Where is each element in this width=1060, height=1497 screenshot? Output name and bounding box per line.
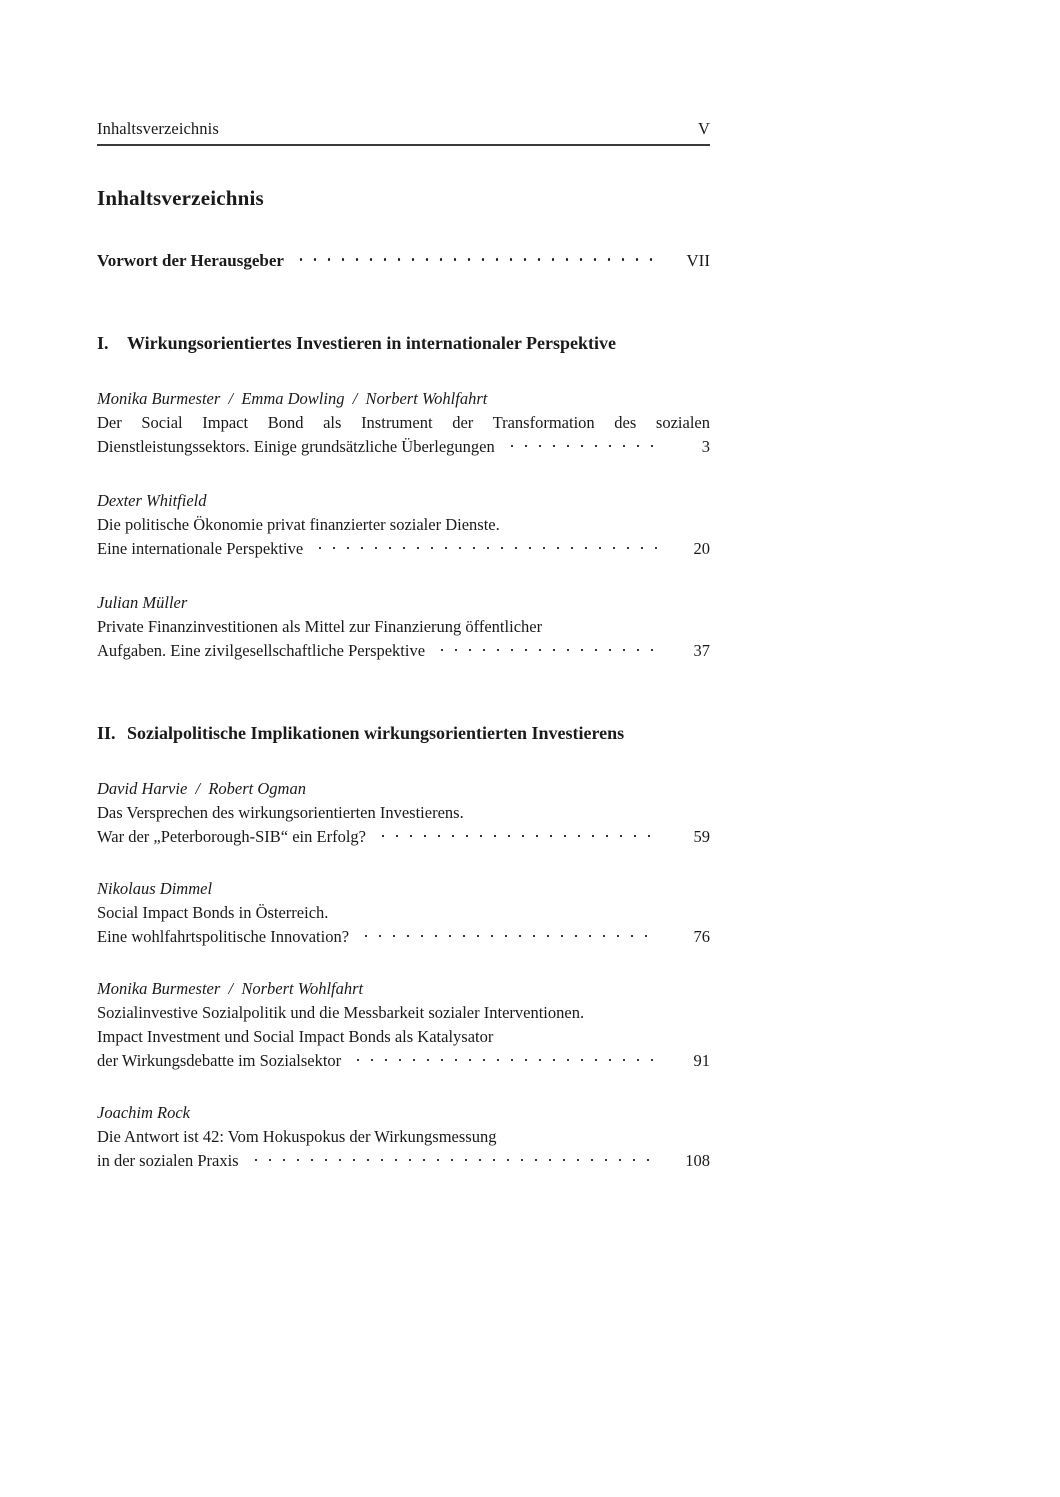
toc-item[interactable] [97,877,710,949]
dot-leader [351,1050,658,1067]
toc-item[interactable] [97,591,710,663]
item-page-number: 37 [693,641,710,660]
item-title-line: Private Finanzinvestitionen als Mittel zur Finanzierung öffentlicher [97,617,543,636]
item-title-line: War der „Peterborough-SIB“ ein Erfolg? [97,827,366,846]
item-title-last-line-row [97,435,710,459]
item-authors: Monika Burmester / Norbert Wohlfahrt [97,979,364,998]
item-authors: David Harvie / Robert Ogman [97,779,306,798]
foreword-page-number: VII [686,251,710,270]
item-title-line: Eine wohlfahrtspolitische Innovation? [97,927,350,946]
item-page-number: 3 [701,437,710,456]
page-title: Inhaltsverzeichnis [97,186,264,210]
dot-leader [435,640,658,657]
item-page-number: 76 [693,927,710,946]
dot-leader [294,249,658,266]
part-title-2: Sozialpolitische Implikationen wirkungsorientierten Investierens [127,723,625,743]
item-title-line: Dienstleistungssektors. Einige grundsätzliche Überlegungen [97,437,495,456]
item-title-line: Die politische Ökonomie privat finanzierter sozialer Dienste. [97,515,500,534]
item-title-last-line-row [97,825,710,849]
toc-item[interactable] [97,387,710,459]
item-title-last-line-row [97,537,710,561]
toc-item[interactable] [97,777,710,849]
item-title-last-line-row [97,639,710,663]
item-title-line: in der sozialen Praxis [97,1151,239,1170]
item-title-last-line-row [97,1049,710,1073]
dot-leader [359,926,658,943]
part-heading-1 [97,329,710,357]
running-head-page-number: V [697,119,710,138]
item-title-line: Sozialinvestive Sozialpolitik und die Messbarkeit sozialer Interventionen. [97,1003,585,1022]
header-divider [97,144,710,146]
part-heading-2 [97,719,710,747]
item-authors: Joachim Rock [97,1103,190,1122]
toc-item[interactable] [97,977,710,1073]
part-number-2: II. [97,723,116,743]
page-content [97,118,710,1173]
toc-item[interactable] [97,1101,710,1173]
item-authors: Julian Müller [97,593,188,612]
item-page-number: 20 [693,539,710,558]
item-authors: Dexter Whitfield [97,491,207,510]
part-number-1: I. [97,333,109,353]
item-title-line: der Wirkungsdebatte im Sozialsektor [97,1051,342,1070]
item-title-line: Die Antwort ist 42: Vom Hokuspokus der Wirkungsmessung [97,1127,497,1146]
dot-leader [249,1150,658,1167]
item-title-line: Eine internationale Perspektive [97,539,304,558]
dot-leader [376,826,658,843]
running-head [97,118,710,140]
item-title-last-line-row [97,925,710,949]
running-head-title: Inhaltsverzeichnis [97,119,219,138]
toc-item[interactable] [97,489,710,561]
item-title-line: Social Impact Bonds in Österreich. [97,903,329,922]
part-title-1: Wirkungsorientiertes Investieren in internationaler Perspektive [127,333,616,353]
item-page-number: 108 [685,1151,710,1170]
item-authors: Nikolaus Dimmel [97,879,213,898]
item-title-last-line-row [97,1149,710,1173]
item-title-line: Das Versprechen des wirkungsorientierten Investierens. [97,803,464,822]
item-page-number: 91 [693,1051,710,1070]
dot-leader [313,538,658,555]
dot-leader [505,436,658,453]
item-title-line: Impact Investment und Social Impact Bonds als Katalysator [97,1027,494,1046]
item-authors: Monika Burmester / Emma Dowling / Norbert Wohlfahrt [97,389,488,408]
item-title-line: Aufgaben. Eine zivilgesellschaftliche Perspektive [97,641,426,660]
foreword-label: Vorwort der Herausgeber [97,251,284,270]
item-page-number: 59 [693,827,710,846]
toc-entry-foreword[interactable] [97,249,710,273]
item-title-line: Der Social Impact Bond als Instrument der Transformation des sozialen [97,413,710,432]
